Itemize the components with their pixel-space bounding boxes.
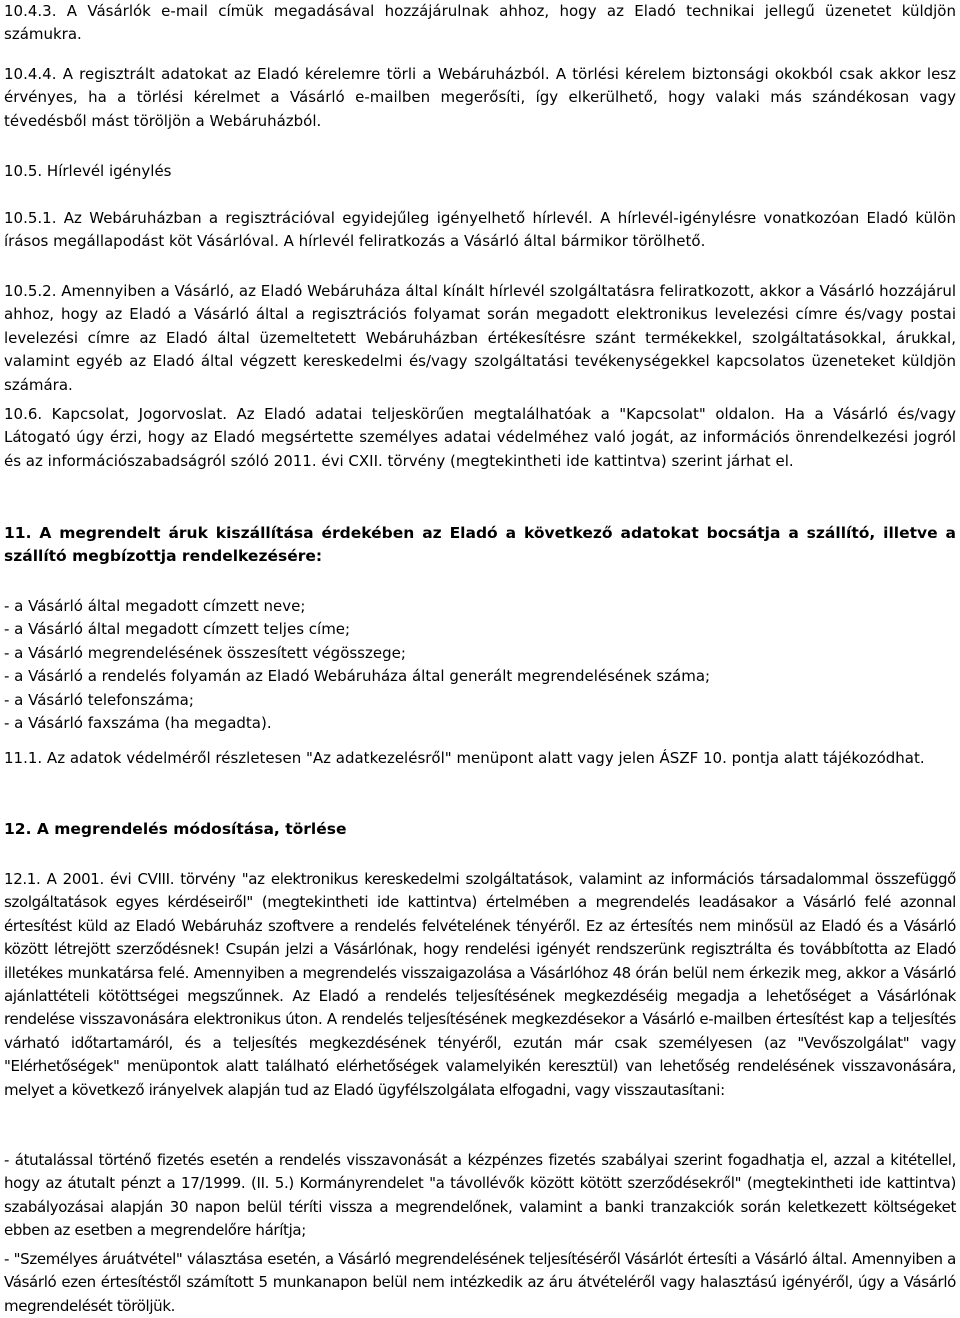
paragraph-10-5-2: 10.5.2. Amennyiben a Vásárló, az Eladó Webáruháza által kínált hírlevél szolgáltatásra feliratkozott, akkor a Vásárló hozzájárul ahhoz, hogy az Eladó a Vásárló által a regisztrációs folyamat során megadott elektronikus levelezési címre és/vagy postai levelezési címre az Eladó által üzemeltetett Webáruházban értékesítésre szánt termékekkel, szolgáltatásokkal, árukkal, valamint egyéb az Eladó által végzett kereskedelmi és/vagy szolgáltatási tevékenységekkel kapcsolatos üzeneteket küldjön számára. xyxy=(4,282,956,394)
paragraph-11-1: 11.1. Az adatok védelméről részletesen "Az adatkezelésről" menüpont alatt vagy jelen ÁSZF 10. pontja alatt tájékozódhat. xyxy=(4,749,925,767)
section-heading-10-5: 10.5. Hírlevél igénylés xyxy=(4,162,172,180)
list-item: - a Vásárló telefonszáma; xyxy=(4,690,194,709)
section-heading-11 xyxy=(4,522,956,569)
paragraph-10-4-4: 10.4.4. A regisztrált adatokat az Eladó kérelemre törli a Webáruházból. A törlési kérelem biztonsági okokból csak akkor lesz érvényes, ha a törlési kérelmet a Vásárló e-mailben megerősíti, így elkerülhető, hogy valaki más szándékosan vagy tévedésből mást töröljön a Webáruházból. xyxy=(4,65,956,130)
list-item: - a Vásárló által megadott címzett teljes címe; xyxy=(4,620,351,639)
section-heading-12 xyxy=(4,818,956,841)
delivery-data-list xyxy=(4,595,956,735)
list-item: - a Vásárló által megadott címzett neve; xyxy=(4,597,306,615)
paragraph-12-1-personal-pickup: - "Személyes áruátvétel" választása esetén, a Vásárló megrendelésének teljesítéséről Vásárlót értesíti a Vásárló által. Amennyiben a Vásárló ezen értesítéstől számított 5 munkanapon belül nem intézkedik az áru átvételéről vagy halasztású igényéről, úgy a Vásárló megrendelését töröljük. xyxy=(4,1250,956,1315)
paragraph-10-6: 10.6. Kapcsolat, Jogorvoslat. Az Eladó adatai teljeskörűen megtalálhatóak a "Kapcsolat" oldalon. Ha a Vásárló és/vagy Látogató úgy érzi, hogy az Eladó megsértette személyes adatai védelméhez való jogát, az információs önrendelkezési jogról és az információszabadságról szóló 2011. évi CXII. törvény (megtekintheti ide kattintva) szerint járhat el. xyxy=(4,405,956,470)
section-12-title: A megrendelés módosítása, törlése xyxy=(36,820,347,838)
section-12-number: 12. xyxy=(4,820,32,838)
section-11-title: A megrendelt áruk kiszállítása érdekében az Eladó a következő adatokat bocsátja a szállító, illetve a szállító megbízottja rendelkezésére: xyxy=(4,524,956,566)
list-item: - a Vásárló a rendelés folyamán az Eladó Webáruháza által generált megrendelésének száma; xyxy=(4,667,711,686)
section-11-number: 11. xyxy=(4,524,32,542)
paragraph-12-1-transfer: - átutalással történő fizetés esetén a rendelés visszavonását a kézpénzes fizetés szabályai szerint fogadhatja el, azzal a kitétellel, hogy az átutalt pénzt a 17/1999. (II. 5.) Kormányrendelet "a távollévők között kötött szerződésekről" (megtekintheti ide kattintva) szabályozásai alapján 30 napon belül téríti vissza a megrendelőnek, valamint a banki tranzakciók során keletkezett költségeket ebben az esetben a megrendelőre hárítja; xyxy=(4,1151,956,1240)
paragraph-10-4-3: 10.4.3. A Vásárlók e-mail címük megadásával hozzájárulnak ahhoz, hogy az Eladó technikai jellegű üzenetet küldjön számukra. xyxy=(4,2,956,44)
list-item: - a Vásárló faxszáma (ha megadta). xyxy=(4,714,272,733)
paragraph-10-5-1: 10.5.1. Az Webáruházban a regisztrációval egyidejűleg igényelhető hírlevél. A hírlevél-igénylésre vonatkozóan Eladó külön írásos megállapodást köt Vásárlóval. A hírlevél feliratkozás a Vásárló által bármikor törölhető. xyxy=(4,209,956,251)
list-item: - a Vásárló megrendelésének összesített végösszege; xyxy=(4,643,406,662)
paragraph-12-1: 12.1. A 2001. évi CVIII. törvény "az elektronikus kereskedelmi szolgáltatások, valamint az információs társadalommal összefüggő szolgáltatások egyes kérdéseiről" (megtekintheti ide kattintva) értelmében a megrendelés leadásakor a Vásárló felé azonnal értesítést küld az Eladó Webáruház szoftvere a rendelés felvételének tényéről. Ez az értesítés nem minősül az Eladó és a Vásárló között létrejött szerződésnek! Csupán jelzi a Vásárlónak, hogy rendelési igényét rendszerünk regisztrálta és továbbította az Eladó illetékes munkatársa felé. Amennyiben a megrendelés visszaigazolása a Vásárlóhoz 48 órán belül nem érkezik meg, akkor a Vásárló ajánlattételi kötöttségei megszűnnek. Az Eladó a rendelés teljesítésének megkezdéséig megadja a lehetőséget a Vásárlónak rendelése visszavonására elektronikus úton. A rendelés teljesítésének megkezdésekor a Vásárló e-mailben értesítést kap a teljesítés várható időtartamáról, és a teljesítés megkezdésének tényéről, ezután már csak személyesen (az "Vevőszolgálat" vagy "Elérhetőségek" menüpontok alatt található elérhetőségek valamelyikén keresztül) van lehetőség rendelésének visszavonására, melyet a következő irányelvek alapján tud az Eladó ügyfélszolgálata elfogadni, vagy visszautasítani: xyxy=(4,870,956,1099)
